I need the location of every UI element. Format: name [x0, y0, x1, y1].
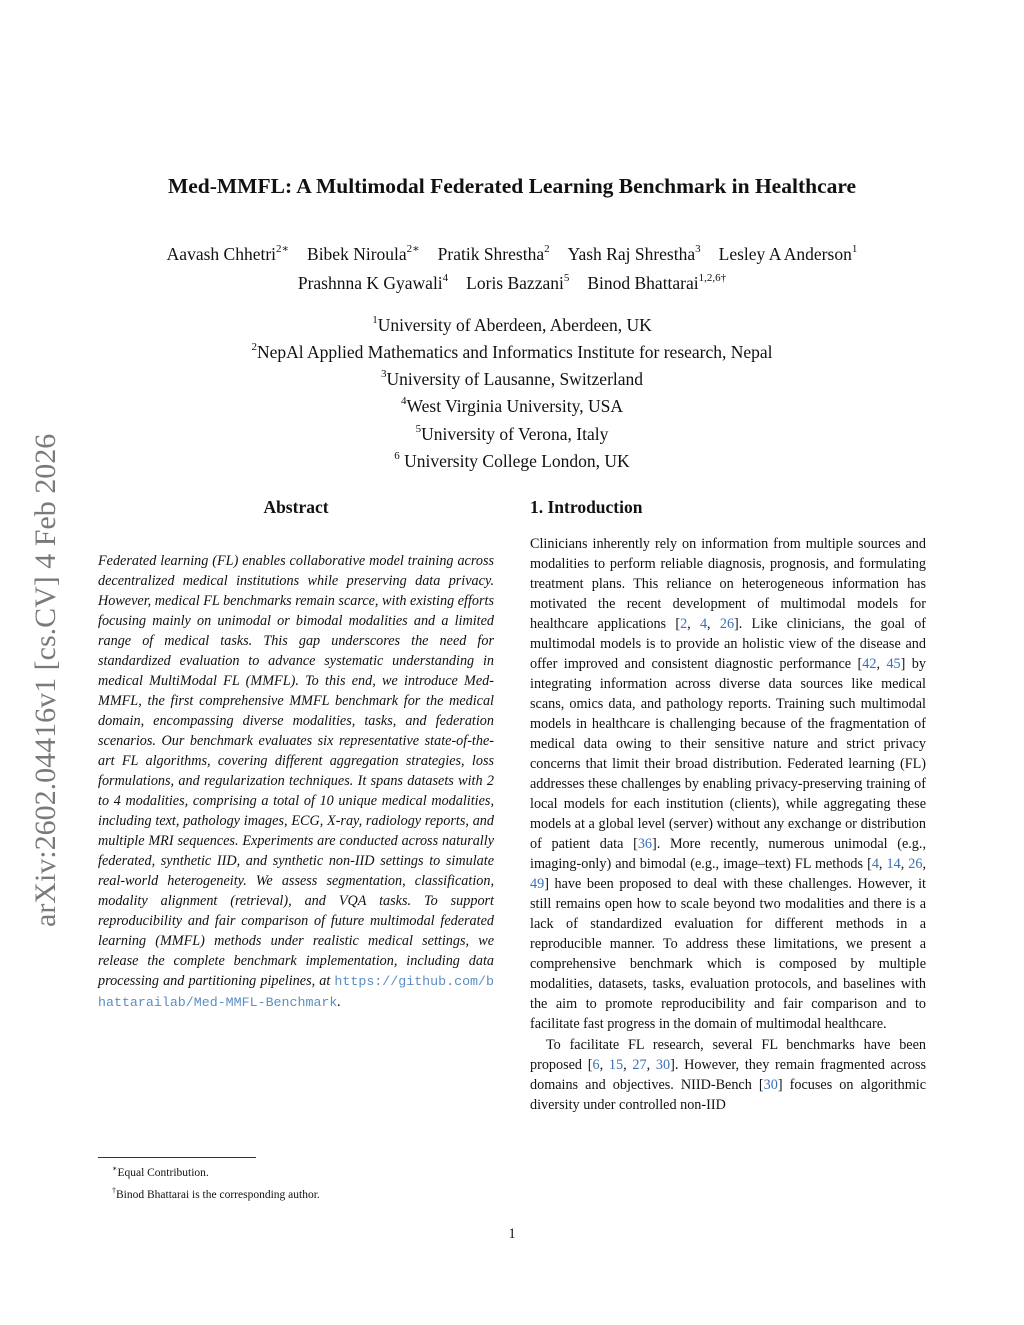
author-name — [568, 244, 701, 264]
introduction-text-run: To facilitate FL research, several FL benchmarks have been proposed [ — [530, 1037, 926, 1073]
citation-link[interactable]: 30 — [763, 1077, 778, 1093]
page-number: 1 — [508, 1226, 516, 1242]
author-affiliation-marker: 2∗ — [406, 243, 420, 255]
author-name — [587, 273, 726, 293]
citation-link[interactable]: 4 — [699, 616, 708, 632]
citation-link[interactable]: 4 — [871, 856, 879, 872]
introduction-text-run: ] have been proposed to deal with these challenges. However, it still remains open how to scale beyond two modalities and there is a lack of standardized evaluation for different methods in a reproducible manner. To address these limitations, we present a comprehensive benchmark which is composed by multiple modalities, datasets, tasks, evaluation protocols, and baselines with the aim to promote reproducibility and fair comparison and to facilitate fast progress in the domain of multimodal healthcare. — [530, 876, 926, 1032]
citation-link[interactable]: 26 — [908, 856, 923, 872]
affiliation-marker: 3 — [380, 368, 387, 381]
citation-link[interactable]: 27 — [632, 1057, 647, 1073]
introduction-text-run: , — [623, 1057, 633, 1073]
author-affiliation-marker: 1 — [851, 243, 858, 255]
affiliation-item — [80, 391, 944, 418]
citation-link[interactable]: 45 — [886, 656, 901, 672]
citation-link[interactable]: 14 — [886, 856, 901, 872]
affiliation-item — [80, 446, 944, 473]
introduction-text-run: , — [599, 1057, 609, 1073]
author-name — [307, 244, 420, 264]
citation-link[interactable]: 30 — [655, 1057, 671, 1073]
author-name-text: Bibek Niroula — [307, 243, 407, 264]
citation-link[interactable]: 36 — [637, 836, 652, 852]
affiliation-text: University of Aberdeen, Aberdeen, UK — [377, 314, 652, 335]
introduction-text-run: , — [687, 616, 700, 632]
author-affiliation-marker: 3 — [695, 243, 701, 255]
footnote-marker: ∗ — [112, 1164, 118, 1173]
author-name-text: Binod Bhattarai — [587, 272, 699, 293]
footnotes — [112, 1160, 492, 1204]
author-name — [167, 244, 289, 264]
affiliation-item — [80, 419, 944, 446]
citation-link[interactable]: 26 — [719, 616, 735, 632]
author-name — [719, 244, 858, 264]
citation-link[interactable]: 6 — [592, 1057, 600, 1073]
paper-title: Med-MMFL: A Multimodal Federated Learning Benchmark in Healthcare — [167, 174, 857, 198]
author-name-text: Prashnna K Gyawali — [297, 272, 443, 293]
author-name-text: Pratik Shrestha — [437, 243, 545, 264]
introduction-text-run: ]. More recently, numerous unimodal (e.g., imaging-only) and bimodal (e.g., image–text) FL methods [ — [530, 836, 926, 872]
footnote-item — [112, 1160, 492, 1182]
introduction-text-run: , — [900, 856, 909, 872]
affiliation-marker: 5 — [415, 422, 422, 435]
affiliation-text: West Virginia University, USA — [406, 396, 623, 417]
abstract-heading: Abstract — [263, 497, 329, 517]
abstract-body-text: Federated learning (FL) enables collaborative model training across decentralized medical institutions while preserving data privacy. However, medical FL benchmarks remain scarce, with existing efforts focusing mainly on unimodal or bimodal modalities and a limited range of medical tasks. This gap underscores the need for standardized evaluation to advance systematic understanding in medical MultiModal FL (MMFL). To this end, we introduce Med-MMFL, the first comprehensive MMFL benchmark for the medical domain, encompassing diverse modalities, tasks, and federation scenarios. Our benchmark evaluates six representative state-of-the-art FL algorithms, covering different aggregation strategies, loss formulations, and regularization techniques. It spans datasets with 2 to 4 modalities, comprising a total of 10 unique medical modalities, including text, pathology images, ECG, X-ray, radiology reports, and multiple MRI sequences. Experiments are conducted across naturally federated, synthetic IID, and synthetic non-IID settings to simulate real-world heterogeneity. We assess segmentation, classification, modality alignment (retrieval), and VQA tasks. To support reproducibility and fair comparison of future multimodal federated learning (MMFL) methods under realistic medical settings, we release the complete benchmark implementation, including data processing and partitioning pipelines, at — [98, 553, 494, 989]
author-name-text: Loris Bazzani — [466, 272, 564, 293]
footnote-text: Binod Bhattarai is the corresponding author. — [116, 1188, 320, 1201]
author-affiliation-marker: 1,2,6† — [698, 271, 727, 284]
affiliation-marker: 6 — [394, 449, 400, 462]
introduction-heading: 1. Introduction — [530, 497, 643, 517]
introduction-text-run: ]. However, they remain fragmented across domains and objectives. NIID-Bench [ — [530, 1057, 927, 1093]
affiliation-item — [80, 337, 944, 364]
footnote-text: Equal Contribution. — [117, 1166, 209, 1179]
affiliation-text: University of Lausanne, Switzerland — [386, 369, 644, 390]
introduction-text — [530, 534, 926, 1115]
introduction-text-run: ] by integrating information across diverse data sources like medical scans, omics data, and pathology reports. Training such multimodal models in healthcare is challenging because of the fragmentation of medical data owing to their sensitive nature and strict privacy concerns that limit their broad distribution. Federated learning (FL) addresses these challenges by enabling privacy-preserving training of local models for each institution (clients), while aggregating these models at a global level (server) without any exchange or distribution of patient data [ — [530, 656, 926, 852]
citation-link[interactable]: 15 — [608, 1057, 624, 1073]
introduction-paragraph-1 — [530, 534, 926, 1034]
abstract-column — [98, 494, 494, 1013]
benchmark-repository-link[interactable]: https://github.com/bhattarailab/Med-MMFL-Benchmark — [98, 974, 494, 1010]
introduction-column — [530, 494, 926, 1115]
author-affiliation-marker: 4 — [442, 271, 449, 284]
affiliation-text: NepAl Applied Mathematics and Informatics Institute for research, Nepal — [256, 341, 773, 362]
introduction-text-run: , — [707, 616, 720, 632]
author-name — [298, 273, 448, 293]
footnote-item — [112, 1182, 492, 1204]
author-affiliation-marker: 2 — [544, 243, 550, 255]
affiliation-text: University College London, UK — [399, 450, 630, 471]
abstract-end-punctuation: . — [337, 994, 341, 1010]
affiliation-text: University of Verona, Italy — [421, 423, 609, 444]
citation-link[interactable]: 2 — [680, 616, 688, 632]
introduction-text-run: , — [876, 656, 887, 672]
author-list — [80, 238, 944, 296]
introduction-text-run: , — [922, 856, 927, 872]
affiliation-item — [80, 310, 944, 337]
author-name — [438, 244, 550, 264]
introduction-text-run: ]. Like clinicians, the goal of multimodal models is to provide an holistic view of the disease and offer improved and consistent diagnostic performance [ — [530, 616, 927, 672]
affiliation-list — [80, 310, 944, 473]
author-name-text: Aavash Chhetri — [166, 243, 277, 264]
author-row-2 — [80, 267, 944, 296]
introduction-text-run: Clinicians inherently rely on information from multiple sources and modalities to perform reliable diagnosis, prognosis, and formulating treatment plans. This reliance on heterogeneous information has motivated the recent development of multimodal models for healthcare applications [ — [530, 536, 926, 632]
introduction-text-run: , — [878, 856, 887, 872]
author-affiliation-marker: 2∗ — [276, 243, 290, 255]
abstract-text — [98, 551, 494, 1013]
introduction-text-run: ] focuses on algorithmic diversity under controlled non-IID — [530, 1077, 926, 1113]
citation-link[interactable]: 42 — [862, 656, 877, 672]
introduction-paragraph-2 — [530, 1035, 926, 1115]
author-name-text: Lesley A Anderson — [718, 243, 852, 264]
affiliation-marker: 2 — [251, 341, 257, 354]
arxiv-identifier-stamp: arXiv:2602.04416v1 [cs.CV] 4 Feb 2026 — [29, 433, 62, 927]
introduction-text-run: , — [646, 1057, 656, 1073]
affiliation-marker: 1 — [372, 314, 378, 326]
author-row-1 — [80, 238, 944, 267]
affiliation-item — [80, 364, 944, 391]
author-affiliation-marker: 5 — [563, 271, 570, 284]
footnote-marker: † — [112, 1185, 116, 1195]
author-name — [466, 273, 569, 293]
citation-link[interactable]: 49 — [530, 876, 545, 892]
author-name-text: Yash Raj Shrestha — [567, 243, 696, 264]
affiliation-marker: 4 — [401, 395, 407, 408]
footnote-divider — [98, 1157, 256, 1158]
